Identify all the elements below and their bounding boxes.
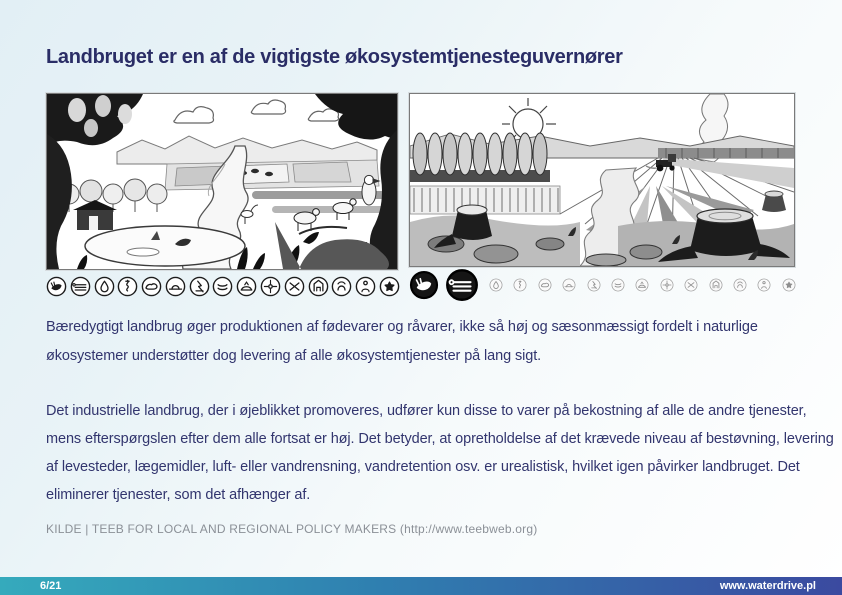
aesthetic-spiritual-icon: [379, 276, 400, 297]
aesthetic-spiritual-icon: [782, 278, 796, 292]
industrial-landscape-illustration: [409, 93, 795, 267]
habitats-icon: [709, 278, 723, 292]
habitats-icon: [308, 276, 329, 297]
extreme-events-icon: [189, 276, 210, 297]
fresh-water-icon: [94, 276, 115, 297]
waste-water-treatment-icon: [611, 278, 625, 292]
climate-regulation-icon: [165, 276, 186, 297]
paragraph-industrial: Det industrielle landbrug, der i øjeblikket promoveres, udfører kun disse to varer på bekostning af alle de andre tjenester, mens efterspørgslen efter dem alle fortsat er høj. Det betyder, at opretholdelse af det krævede niveau af bestøvning, levering af levesteder, lægemidler, luft- eller vandrensning, vandretention osv. er urealistisk, hvilket igen påvirker landbruget. Det eliminerer tjenester, som det afhænger af.: [46, 403, 834, 503]
diminished-services-group: [489, 278, 796, 292]
medicinal-resources-icon: [513, 278, 527, 292]
industrial-landscape-drawing: [410, 94, 794, 266]
page-number: 6/21: [40, 580, 62, 592]
biological-control-icon: [684, 278, 698, 292]
sustainable-landscape-illustration: [46, 93, 398, 270]
raw-materials-icon: [445, 268, 479, 302]
website-url: www.waterdrive.pl: [719, 580, 816, 592]
food-icon: [46, 276, 67, 297]
genetic-diversity-icon: [331, 276, 352, 297]
pollination-icon: [660, 278, 674, 292]
footer-bar: [0, 577, 842, 595]
air-quality-icon: [141, 276, 162, 297]
food-icon: [409, 270, 439, 300]
pollination-icon: [260, 276, 281, 297]
waste-water-treatment-icon: [212, 276, 233, 297]
source-citation: KILDE | TEEB FOR LOCAL AND REGIONAL POLICY MAKERS (http://www.teebweb.org): [46, 522, 538, 536]
ecosystem-services-icon-row-industrial: [409, 268, 796, 302]
erosion-prevention-icon: [635, 278, 649, 292]
erosion-prevention-icon: [236, 276, 257, 297]
recreation-icon: [355, 276, 376, 297]
climate-regulation-icon: [562, 278, 576, 292]
slide-title: Landbruget er en af de vigtigste økosystemtjenesteguvernører: [46, 46, 623, 68]
paragraph-sustainable: Bæredygtigt landbrug øger produktionen af fødevarer og råvarer, ikke så høj og sæsonmæssigt fordelt i naturlige økosystemer understøtter dog levering af alle økosystemtjenester på lang sigt.: [46, 319, 758, 364]
fresh-water-icon: [489, 278, 503, 292]
ecosystem-services-icon-row-sustainable: [46, 276, 400, 297]
recreation-icon: [757, 278, 771, 292]
raw-materials-icon: [70, 276, 91, 297]
medicinal-resources-icon: [117, 276, 138, 297]
emphasized-services-group: [409, 268, 479, 302]
biological-control-icon: [284, 276, 305, 297]
genetic-diversity-icon: [733, 278, 747, 292]
sustainable-landscape-drawing: [47, 94, 397, 269]
air-quality-icon: [538, 278, 552, 292]
extreme-events-icon: [587, 278, 601, 292]
